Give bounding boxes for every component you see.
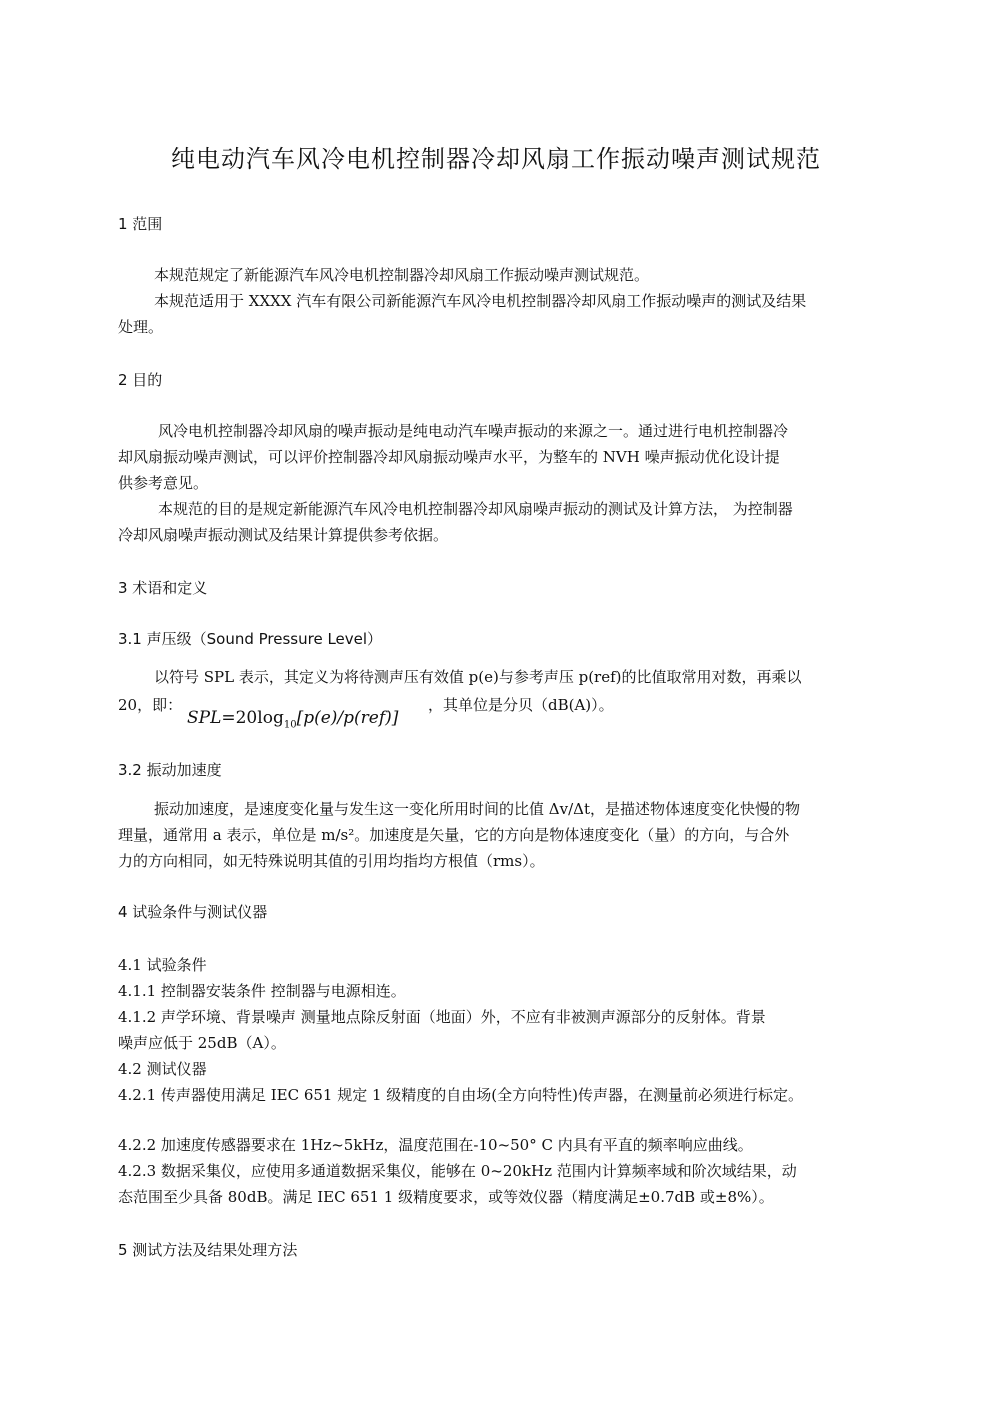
- section-4-heading: 4 试验条件与测试仪器: [118, 903, 268, 921]
- text-line: 4.1 试验条件: [118, 956, 207, 974]
- section-1-paragraph-1: [118, 262, 898, 288]
- document-title: 纯电动汽车风冷电机控制器冷却风扇工作振动噪声测试规范: [171, 145, 821, 173]
- text-line: 以符号 SPL 表示，其定义为将待测声压有效值 p(e)与参考声压 p(ref)的比值取常用对数，再乘以: [154, 668, 802, 686]
- formula-arg: [p(e)/p(ref)]: [296, 708, 399, 728]
- text-line: 风冷电机控制器冷却风扇的噪声振动是纯电动汽车噪声振动的来源之一。通过进行电机控制器冷: [158, 422, 789, 440]
- text-line: 4.1.1 控制器安装条件 控制器与电源相连。: [118, 982, 406, 1000]
- section-4-body-2: [118, 1132, 898, 1210]
- text-line: 理量，通常用 a 表示，单位是 m/s²。加速度是矢量，它的方向是物体速度变化（量）的方向，与合外: [118, 826, 790, 844]
- section-1-paragraph-2: [118, 288, 898, 340]
- section-3-1-line-2-tail: [428, 692, 898, 718]
- text-line: 力的方向相同，如无特殊说明其值的引用均指均方根值（rms）。: [118, 852, 545, 870]
- text-line: 本规范适用于 XXXX 汽车有限公司新能源汽车风冷电机控制器冷却风扇工作振动噪声的测试及结果: [154, 292, 807, 310]
- section-3-1-paragraph: [118, 664, 898, 690]
- section-3-1-heading: 3.1 声压级（Sound Pressure Level）: [118, 630, 383, 648]
- text-fragment: 20，即：: [118, 696, 183, 714]
- section-3-2-paragraph: [118, 796, 898, 874]
- text-line: 振动加速度，是速度变化量与发生这一变化所用时间的比值 Δv/Δt，是描述物体速度变化快慢的物: [154, 800, 800, 818]
- formula-base: 10: [283, 719, 297, 731]
- section-2-paragraph-2: [118, 496, 898, 548]
- section-4-body: [118, 952, 898, 1108]
- section-5-heading: 5 测试方法及结果处理方法: [118, 1241, 298, 1259]
- text-fragment: ，其单位是分贝（dB(A)）。: [428, 696, 614, 714]
- section-3-heading: 3 术语和定义: [118, 579, 208, 597]
- text-line: 本规范规定了新能源汽车风冷电机控制器冷却风扇工作振动噪声测试规范。: [154, 266, 650, 284]
- section-2-heading: 2 目的: [118, 371, 163, 389]
- text-line: 本规范的目的是规定新能源汽车风冷电机控制器冷却风扇噪声振动的测试及计算方法， 为控制器: [158, 500, 793, 518]
- formula-lhs: SPL: [187, 708, 222, 728]
- text-line: 4.2.2 加速度传感器要求在 1Hz~5kHz，温度范围在-10~50° C 内具有平直的频率响应曲线。: [118, 1136, 753, 1154]
- section-2-paragraph-1: [118, 418, 898, 496]
- text-line: 态范围至少具备 80dB。满足 IEC 651 1 级精度要求，或等效仪器（精度满足±0.7dB 或±8%）。: [118, 1188, 774, 1206]
- text-line: 4.2.1 传声器使用满足 IEC 651 规定 1 级精度的自由场(全方向特性)传声器，在测量前必须进行标定。: [118, 1086, 804, 1104]
- text-line: 4.1.2 声学环境、背景噪声 测量地点除反射面（地面）外，不应有非被测声源部分的反射体。背景: [118, 1008, 766, 1026]
- formula-eq: =20: [221, 708, 258, 728]
- section-1-heading: 1 范围: [118, 215, 163, 233]
- text-line: 却风扇振动噪声测试，可以评价控制器冷却风扇振动噪声水平，为整车的 NVH 噪声振动优化设计提: [118, 448, 780, 466]
- section-3-2-heading: 3.2 振动加速度: [118, 761, 222, 779]
- text-line: 4.2 测试仪器: [118, 1060, 207, 1078]
- text-line: 4.2.3 数据采集仪，应使用多通道数据采集仪，能够在 0~20kHz 范围内计算频率域和阶次域结果，动: [118, 1162, 797, 1180]
- text-line: 供参考意见。: [118, 474, 209, 492]
- formula-log: log: [257, 708, 284, 728]
- text-line: 处理。: [118, 318, 164, 336]
- spl-formula: [187, 703, 398, 740]
- text-line: 噪声应低于 25dB（A）。: [118, 1034, 286, 1052]
- text-line: 冷却风扇噪声振动测试及结果计算提供参考依据。: [118, 526, 449, 544]
